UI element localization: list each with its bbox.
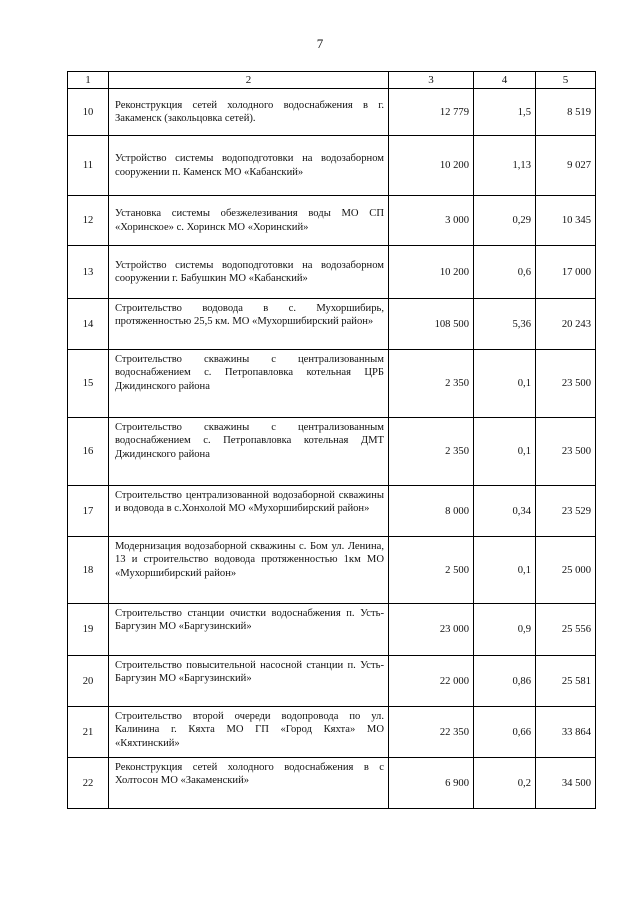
column-header: 3 bbox=[389, 72, 474, 89]
page-number: 7 bbox=[316, 36, 324, 51]
table-row bbox=[68, 537, 596, 604]
row-unit-cost: 25 581 bbox=[536, 656, 596, 707]
row-cost: 12 779 bbox=[389, 89, 474, 136]
row-description: Строительство скважины с централизованным водоснабжением с. Петропавловка котельная ДМТ Джидинского района bbox=[109, 418, 389, 486]
row-number: 13 bbox=[68, 246, 109, 299]
row-unit-cost: 9 027 bbox=[536, 136, 596, 196]
table-row bbox=[68, 196, 596, 246]
row-length: 0,66 bbox=[474, 707, 536, 758]
row-description: Строительство второй очереди водопровода по ул. Калинина г. Кяхта МО ГП «Город Кяхта» МО «Кяхтинский» bbox=[109, 707, 389, 758]
row-length: 0,6 bbox=[474, 246, 536, 299]
row-description: Устройство системы водоподготовки на водозаборном сооружении г. Бабушкин МО «Кабанский» bbox=[109, 246, 389, 299]
row-length: 1,5 bbox=[474, 89, 536, 136]
row-unit-cost: 23 500 bbox=[536, 418, 596, 486]
table-header-row bbox=[68, 72, 596, 89]
table-row bbox=[68, 604, 596, 656]
row-number: 18 bbox=[68, 537, 109, 604]
row-number: 17 bbox=[68, 486, 109, 537]
projects-table bbox=[67, 71, 596, 809]
table-row bbox=[68, 136, 596, 196]
row-number: 14 bbox=[68, 299, 109, 350]
row-description: Установка системы обезжелезивания воды МО СП «Хоринское» с. Хоринск МО «Хоринский» bbox=[109, 196, 389, 246]
table-row bbox=[68, 758, 596, 809]
table-row bbox=[68, 656, 596, 707]
row-description: Строительство централизованной водозаборной скважины и водовода в с.Хонхолой МО «Мухоршибирский район» bbox=[109, 486, 389, 537]
row-description: Реконструкция сетей холодного водоснабжения в с Холтосон МО «Закаменский» bbox=[109, 758, 389, 809]
row-cost: 10 200 bbox=[389, 246, 474, 299]
column-header: 1 bbox=[68, 72, 109, 89]
row-description: Строительство водовода в с. Мухоршибирь, протяженностью 25,5 км. МО «Мухоршибирский район» bbox=[109, 299, 389, 350]
row-unit-cost: 20 243 bbox=[536, 299, 596, 350]
table-row bbox=[68, 350, 596, 418]
row-number: 20 bbox=[68, 656, 109, 707]
row-unit-cost: 25 000 bbox=[536, 537, 596, 604]
row-length: 0,86 bbox=[474, 656, 536, 707]
row-unit-cost: 33 864 bbox=[536, 707, 596, 758]
row-length: 0,9 bbox=[474, 604, 536, 656]
column-header: 5 bbox=[536, 72, 596, 89]
row-length: 0,34 bbox=[474, 486, 536, 537]
row-description: Модернизация водозаборной скважины с. Бом ул. Ленина, 13 и строительство водовода протяженностью 1км МО «Мухоршибирский район» bbox=[109, 537, 389, 604]
table-row bbox=[68, 246, 596, 299]
row-number: 10 bbox=[68, 89, 109, 136]
table-row bbox=[68, 707, 596, 758]
row-unit-cost: 23 500 bbox=[536, 350, 596, 418]
column-header: 4 bbox=[474, 72, 536, 89]
row-length: 0,1 bbox=[474, 537, 536, 604]
row-number: 11 bbox=[68, 136, 109, 196]
row-number: 12 bbox=[68, 196, 109, 246]
row-unit-cost: 8 519 bbox=[536, 89, 596, 136]
table-row bbox=[68, 89, 596, 136]
row-length: 5,36 bbox=[474, 299, 536, 350]
row-description: Устройство системы водоподготовки на водозаборном сооружении п. Каменск МО «Кабанский» bbox=[109, 136, 389, 196]
row-cost: 2 500 bbox=[389, 537, 474, 604]
row-cost: 2 350 bbox=[389, 350, 474, 418]
row-description: Реконструкция сетей холодного водоснабжения в г. Закаменск (закольцовка сетей). bbox=[109, 89, 389, 136]
row-length: 0,1 bbox=[474, 350, 536, 418]
row-length: 0,2 bbox=[474, 758, 536, 809]
row-unit-cost: 25 556 bbox=[536, 604, 596, 656]
row-cost: 10 200 bbox=[389, 136, 474, 196]
row-length: 0,29 bbox=[474, 196, 536, 246]
row-cost: 8 000 bbox=[389, 486, 474, 537]
row-cost: 23 000 bbox=[389, 604, 474, 656]
row-number: 16 bbox=[68, 418, 109, 486]
column-header: 2 bbox=[109, 72, 389, 89]
row-number: 19 bbox=[68, 604, 109, 656]
row-number: 22 bbox=[68, 758, 109, 809]
row-cost: 22 000 bbox=[389, 656, 474, 707]
row-description: Строительство повысительной насосной станции п. Усть-Баргузин МО «Баргузинский» bbox=[109, 656, 389, 707]
row-unit-cost: 17 000 bbox=[536, 246, 596, 299]
table-row bbox=[68, 418, 596, 486]
row-number: 15 bbox=[68, 350, 109, 418]
row-cost: 2 350 bbox=[389, 418, 474, 486]
row-cost: 108 500 bbox=[389, 299, 474, 350]
table-row bbox=[68, 486, 596, 537]
row-cost: 3 000 bbox=[389, 196, 474, 246]
row-cost: 22 350 bbox=[389, 707, 474, 758]
row-description: Строительство станции очистки водоснабжения п. Усть-Баргузин МО «Баргузинский» bbox=[109, 604, 389, 656]
row-unit-cost: 10 345 bbox=[536, 196, 596, 246]
table-row bbox=[68, 299, 596, 350]
row-number: 21 bbox=[68, 707, 109, 758]
row-description: Строительство скважины с централизованным водоснабжением с. Петропавловка котельная ЦРБ Джидинского района bbox=[109, 350, 389, 418]
row-cost: 6 900 bbox=[389, 758, 474, 809]
row-unit-cost: 34 500 bbox=[536, 758, 596, 809]
row-unit-cost: 23 529 bbox=[536, 486, 596, 537]
row-length: 0,1 bbox=[474, 418, 536, 486]
row-length: 1,13 bbox=[474, 136, 536, 196]
